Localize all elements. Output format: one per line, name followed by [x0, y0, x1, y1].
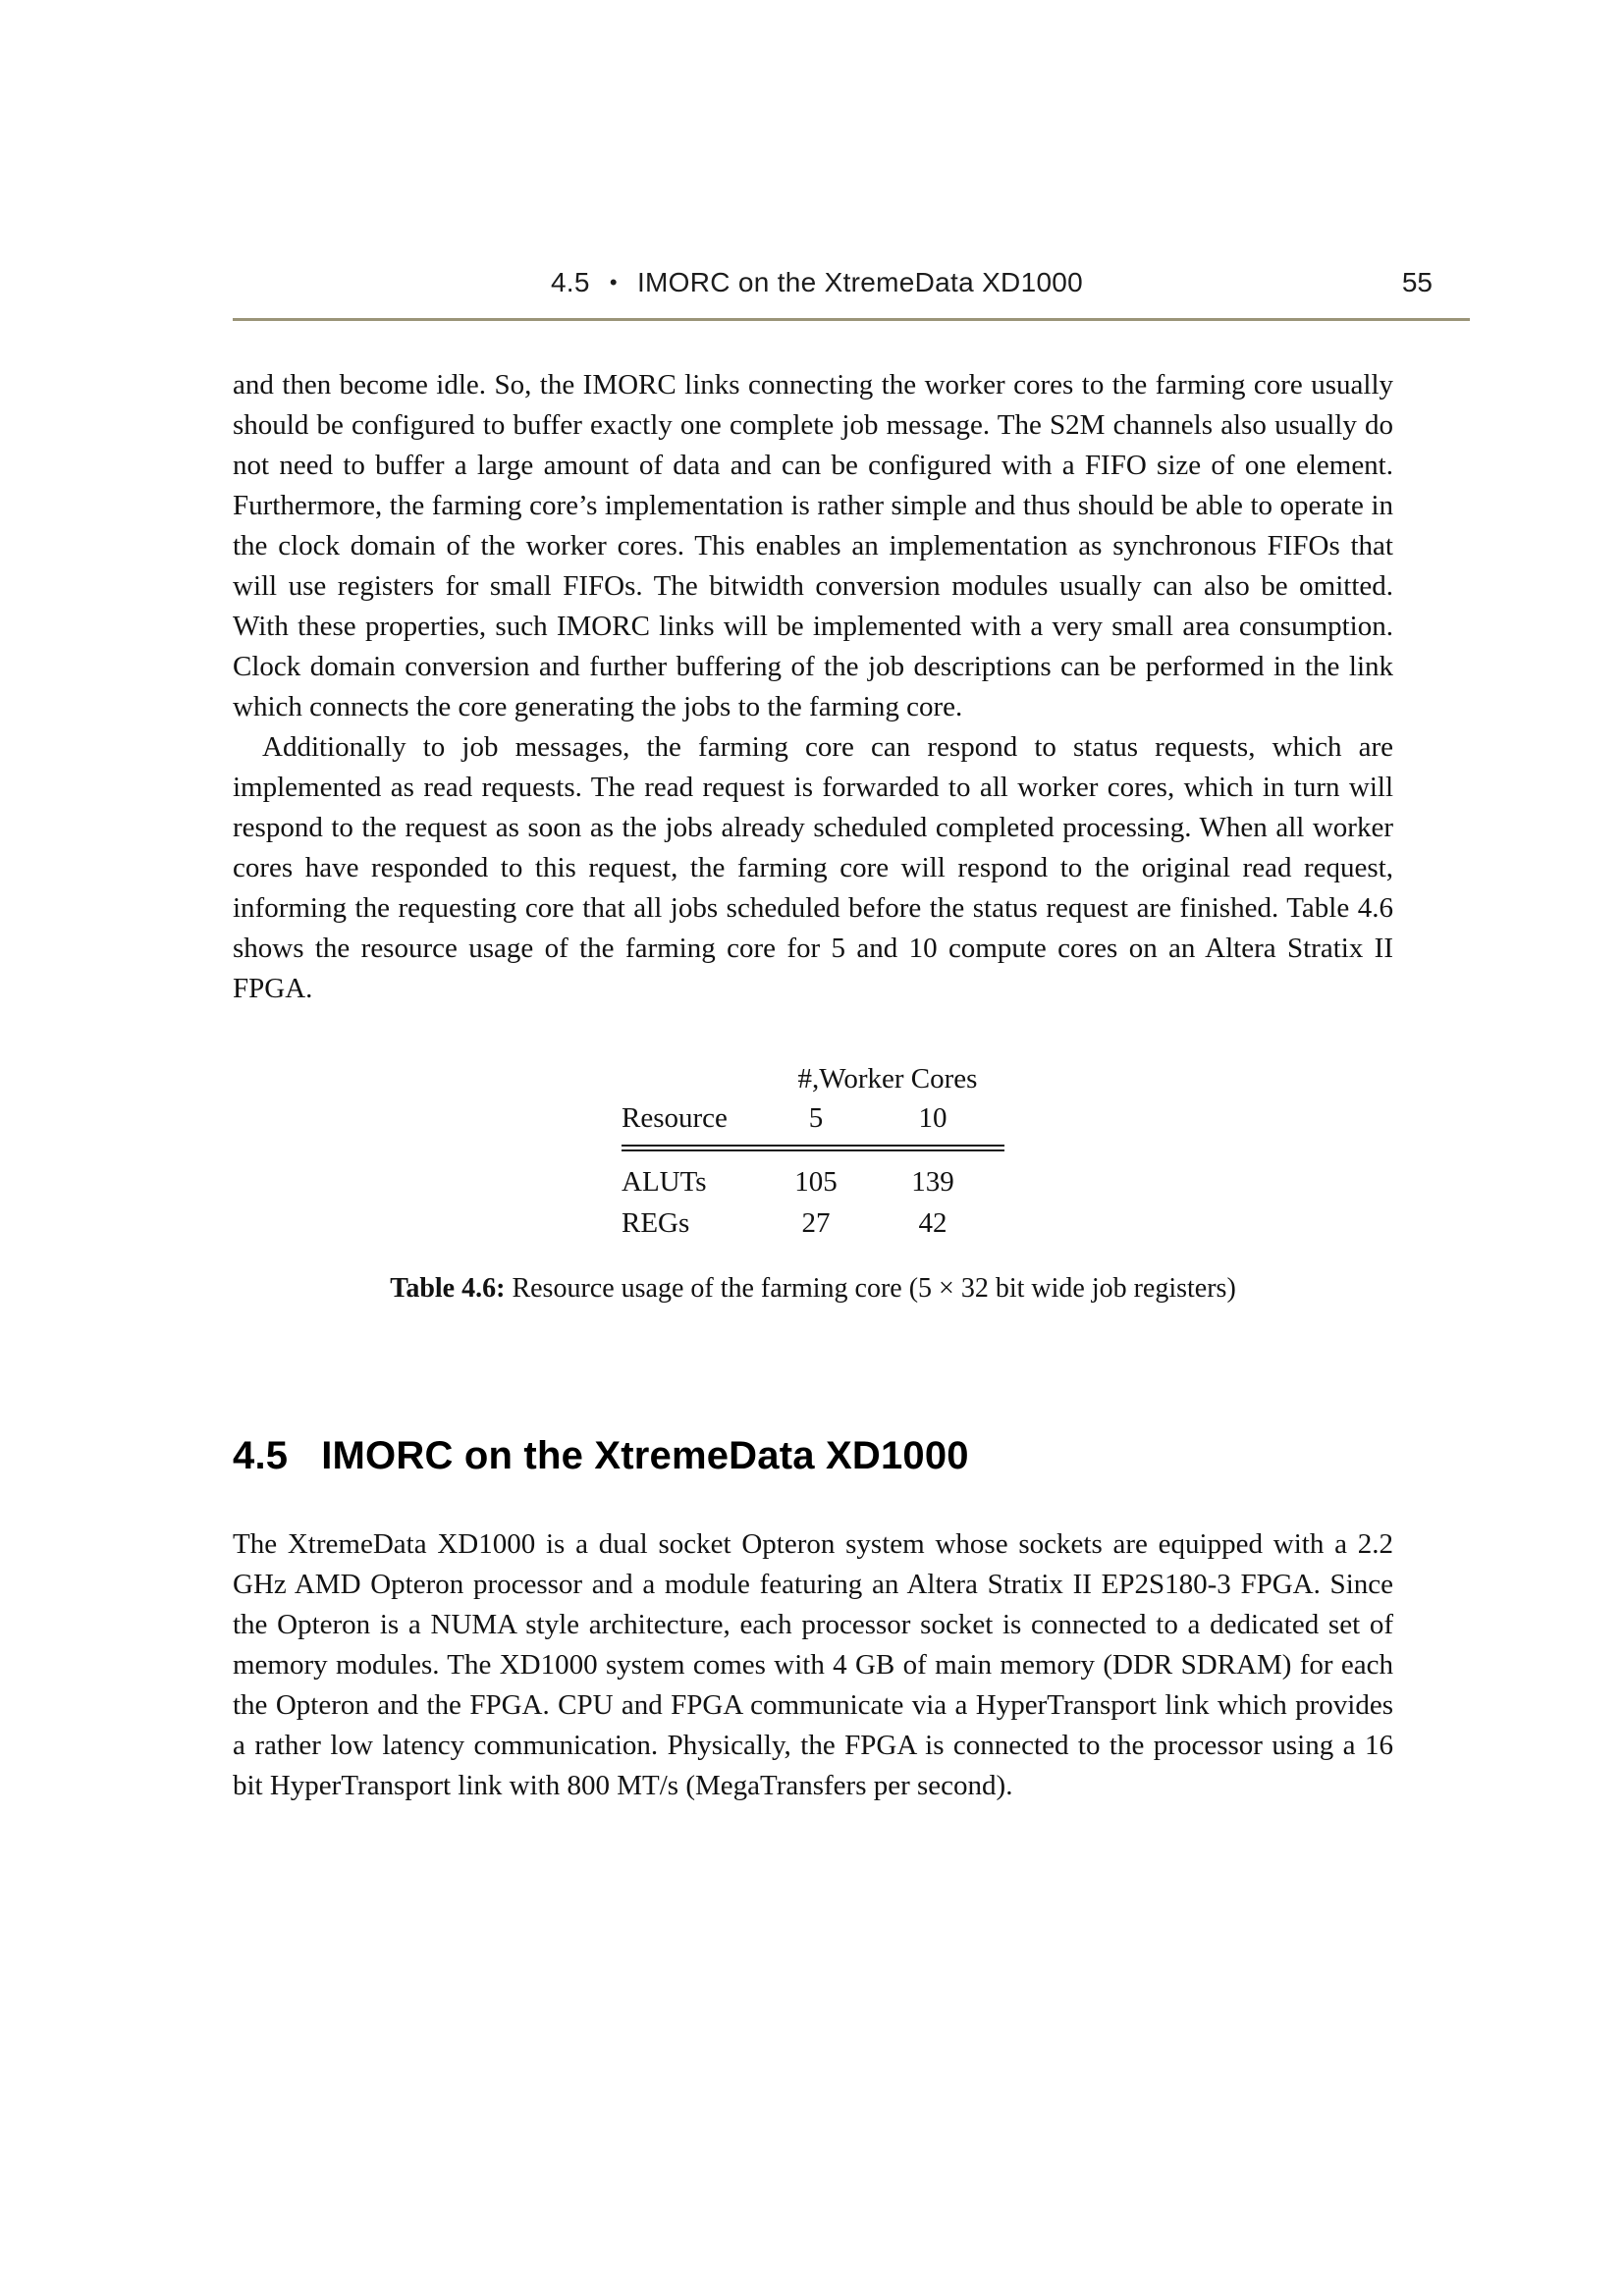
- separator-bullet-icon: •: [609, 270, 618, 294]
- section-heading-number: 4.5: [233, 1434, 289, 1477]
- header-rule: [233, 318, 1470, 321]
- section-heading: [233, 1432, 1393, 1479]
- page-number: 55: [1401, 267, 1433, 297]
- section-heading-title: IMORC on the XtremeData XD1000: [321, 1434, 969, 1477]
- paragraph-farming-core-links: and then become idle. So, the IMORC links connecting the worker cores to the farming core usually should be configured to buffer exactly one complete job message. The S2M channels also usually do not need to buffer a large amount of data and can be configured with a FIFO size of one element. Furthermore, the farming core’s implementation is rather simple and thus should be able to operate in the clock domain of the worker cores. This enables an implementation as synchronous FIFOs that will use registers for small FIFOs. The bitwidth conversion modules usually can also be omitted. With these properties, such IMORC links will be implemented with a very small area consumption. Clock domain conversion and further buffering of the job descriptions can be performed in the link which connects the core generating the jobs to the farming core.: [233, 369, 1393, 722]
- table-group-header: #,Worker Cores: [797, 1063, 978, 1095]
- running-header-title: [233, 267, 1401, 298]
- table-caption-text: Resource usage of the farming core (5 × 32 bit wide job registers): [505, 1273, 1236, 1304]
- paragraph-status-requests: Additionally to job messages, the farming core can respond to status requests, which are implemented as read requests. The read request is forwarded to all worker cores, which in turn will respond to the request as soon as the jobs already scheduled completed processing. When all worker cores have responded to this request, the farming core will respond to the original read request, informing the requesting core that all jobs scheduled before the status request are finished. Table 4.6 shows the resource usage of the farming core for 5 and 10 compute cores on an Altera Stratix II FPGA.: [233, 731, 1393, 1004]
- table-row-aluts: [622, 1148, 1004, 1201]
- paragraph-xd1000-description: The XtremeData XD1000 is a dual socket Opteron system whose sockets are equipped with a 2.2 GHz AMD Opteron processor and a module featuring an Altera Stratix II EP2S180-3 FPGA. Since the Opteron is a NUMA style architecture, each processor socket is connected to a dedicated set of memory modules. The XD1000 system comes with 4 GB of main memory (DDR SDRAM) for each the Opteron and the FPGA. CPU and FPGA communicate via a HyperTransport link which provides a rather low latency communication. Physically, the FPGA is connected to the processor using a 16 bit HyperTransport link with 800 MT/s (MegaTransfers per second).: [233, 1528, 1393, 1801]
- running-header-section-number: 4.5: [550, 267, 590, 297]
- table-row-regs: [622, 1201, 1004, 1242]
- resource-table-block: [233, 1060, 1393, 1307]
- column-header-10-cores: 10: [861, 1099, 1004, 1148]
- resource-table: [622, 1060, 1004, 1242]
- cell-resource-aluts: ALUTs: [622, 1166, 707, 1198]
- text-column: [233, 365, 1393, 1806]
- table-empty-corner-cell: [622, 1060, 771, 1099]
- cell-resource-regs: REGs: [622, 1207, 690, 1239]
- cell-aluts-5: 105: [794, 1166, 838, 1198]
- column-header-5-cores: 5: [771, 1099, 861, 1148]
- cell-aluts-10: 139: [911, 1166, 954, 1198]
- table-caption: [233, 1271, 1393, 1307]
- running-header-text: IMORC on the XtremeData XD1000: [636, 267, 1084, 297]
- running-header: [233, 267, 1470, 306]
- table-group-header-row: [622, 1060, 1004, 1099]
- table-column-header-row: [622, 1099, 1004, 1148]
- cell-regs-10: 42: [918, 1207, 947, 1239]
- cell-regs-5: 27: [801, 1207, 831, 1239]
- column-header-resource: Resource: [622, 1099, 771, 1148]
- table-caption-label: Table 4.6:: [390, 1273, 506, 1304]
